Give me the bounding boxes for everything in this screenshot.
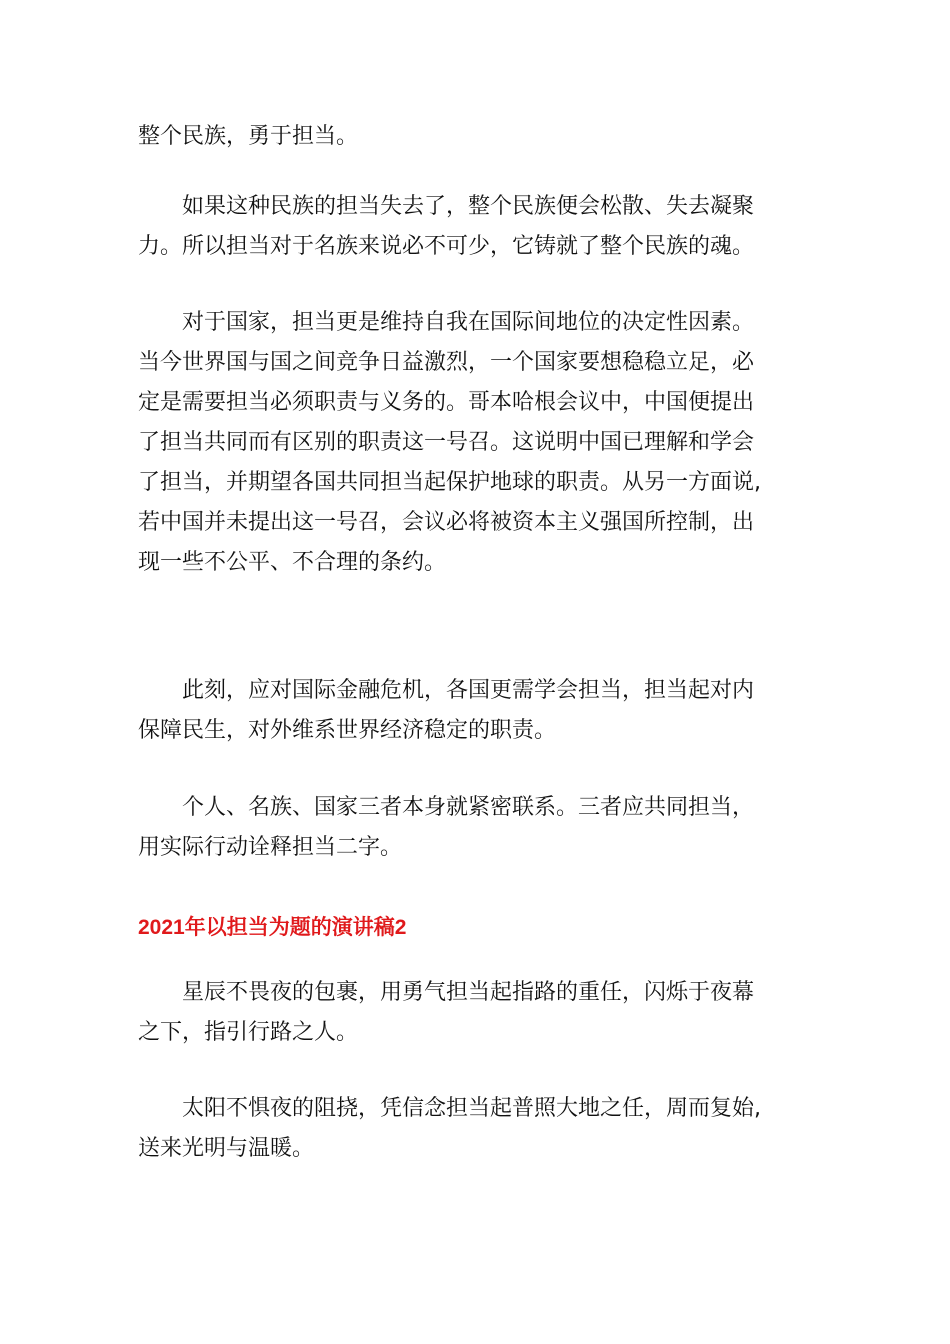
- text-line: 当今世界国与国之间竞争日益激烈，一个国家要想稳稳立足，必: [138, 350, 755, 375]
- paragraph-sun: [138, 1089, 818, 1169]
- paragraph-three-together: [138, 788, 818, 868]
- text-line: 送来光明与温暖。: [138, 1136, 315, 1161]
- text-line: 了担当共同而有区别的职责这一号召。这说明中国已理解和学会: [138, 430, 755, 455]
- text-line: 力。所以担当对于名族来说必不可少，它铸就了整个民族的魂。: [138, 234, 755, 259]
- text-line: 此刻，应对国际金融危机，各国更需学会担当，担当起对内: [182, 678, 755, 703]
- paragraph-nation-loss: [138, 187, 818, 267]
- text-line: 现一些不公平、不合理的条约。: [138, 550, 447, 575]
- paragraph-stars: [138, 973, 818, 1053]
- section-heading: 2021年以担当为题的演讲稿2: [138, 916, 407, 939]
- text-line: 用实际行动诠释担当二字。: [138, 835, 403, 860]
- text-line: 对于国家，担当更是维持自我在国际间地位的决定性因素。: [182, 310, 755, 335]
- text-line: 若中国并未提出这一号召，会议必将被资本主义强国所控制，出: [138, 510, 755, 535]
- paragraph-country: [138, 303, 818, 583]
- text-line: 整个民族，勇于担当。: [138, 124, 359, 149]
- text-line: 之下，指引行路之人。: [138, 1020, 359, 1045]
- text-line: 定是需要担当必须职责与义务的。哥本哈根会议中，中国便提出: [138, 390, 755, 415]
- paragraph-financial-crisis: [138, 671, 818, 751]
- text-line: 太阳不惧夜的阻挠，凭信念担当起普照大地之任，周而复始,: [182, 1096, 761, 1121]
- text-line: 个人、名族、国家三者本身就紧密联系。三者应共同担当，: [182, 795, 755, 820]
- text-line: 星辰不畏夜的包裹，用勇气担当起指路的重任，闪烁于夜幕: [182, 980, 755, 1005]
- paragraph-continuation: [138, 117, 818, 157]
- text-line: 如果这种民族的担当失去了，整个民族便会松散、失去凝聚: [182, 194, 755, 219]
- text-line: 保障民生，对外维系世界经济稳定的职责。: [138, 718, 557, 743]
- text-line: 了担当，并期望各国共同担当起保护地球的职责。从另一方面说,: [138, 470, 761, 495]
